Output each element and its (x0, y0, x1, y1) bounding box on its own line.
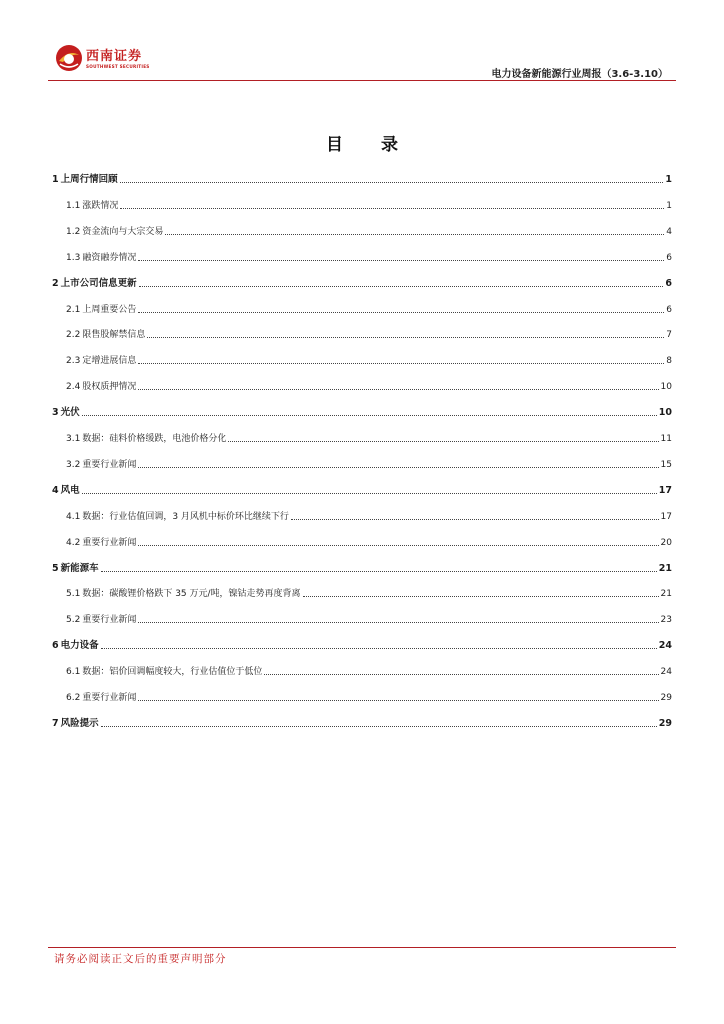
toc-entry-page: 6 (666, 304, 672, 315)
toc-section-entry[interactable] (52, 403, 672, 419)
toc-subsection-entry[interactable] (52, 196, 672, 212)
toc-dot-leader (138, 467, 658, 468)
toc-entry-number: 7 (52, 717, 59, 729)
toc-entry-page: 29 (660, 693, 672, 703)
toc-dot-leader (138, 363, 664, 364)
toc-section-entry[interactable] (52, 714, 672, 730)
toc-entry-page: 8 (666, 356, 672, 367)
toc-subsection-entry[interactable] (52, 351, 672, 367)
toc-subsection-entry[interactable] (52, 584, 672, 600)
toc-entry-number: 4 (52, 484, 59, 496)
toc-dot-leader (101, 648, 657, 649)
toc-title: 目 录 (326, 135, 414, 155)
toc-section-entry[interactable] (52, 274, 672, 290)
toc-entry-page: 7 (666, 330, 672, 341)
toc-entry-label: 重要行业新闻 (82, 693, 137, 703)
toc-entry-page: 6 (665, 277, 672, 289)
toc-entry-number: 5 (52, 562, 59, 574)
toc-subsection-entry[interactable] (52, 662, 672, 678)
toc-entry-label: 涨跌情况 (82, 200, 119, 211)
toc-subsection-entry[interactable] (52, 610, 672, 626)
toc-entry-number: 4.1 (66, 511, 81, 522)
toc-entry-label: 数据：碳酸锂价格跌下 35 万元/吨，镍钴走势再度背离 (82, 589, 301, 600)
toc-entry-page: 24 (660, 667, 672, 678)
toc-entry-page: 17 (658, 484, 672, 496)
toc-subsection-entry[interactable] (52, 325, 672, 341)
toc-dot-leader (165, 234, 664, 235)
toc-entry-number: 5.2 (66, 615, 81, 626)
toc-subsection-entry[interactable] (52, 533, 672, 549)
toc-dot-leader (138, 312, 664, 313)
toc-dot-leader (120, 182, 664, 183)
toc-entry-label: 数据：硅料价格缓跌，电池价格分化 (82, 434, 227, 444)
toc-entry-label: 光伏 (60, 407, 80, 419)
toc-dot-leader (82, 493, 657, 494)
toc-entry-page: 21 (658, 562, 672, 574)
toc-dot-leader (101, 726, 657, 727)
toc-dot-leader (291, 519, 659, 520)
toc-entry-page: 23 (660, 615, 672, 626)
toc-entry-number: 2.4 (66, 382, 81, 393)
toc-entry-label: 融资融券情况 (82, 252, 137, 263)
company-logo (55, 44, 165, 74)
toc-subsection-entry[interactable] (52, 222, 672, 238)
toc-section-entry[interactable] (52, 559, 672, 575)
report-title: 电力设备新能源行业周报（3.6-3.10） (491, 69, 668, 80)
toc-entry-number: 2.1 (66, 304, 81, 315)
toc-section-entry[interactable] (52, 636, 672, 652)
toc-entry-label: 上市公司信息更新 (60, 277, 137, 289)
footer-disclaimer: 请务必阅读正文后的重要声明部分 (54, 953, 227, 965)
toc-subsection-entry[interactable] (52, 507, 672, 523)
toc-entry-page: 1 (665, 174, 672, 185)
toc-dot-leader (138, 389, 658, 390)
toc-entry-label: 风电 (60, 484, 80, 496)
toc-entry-label: 上周重要公告 (82, 304, 137, 315)
toc-dot-leader (101, 571, 657, 572)
toc-entry-number: 1.3 (66, 252, 81, 263)
toc-entry-number: 3.1 (66, 434, 81, 444)
toc-section-entry[interactable] (52, 481, 672, 497)
toc-dot-leader (138, 622, 658, 623)
toc-entry-label: 重要行业新闻 (82, 537, 137, 548)
toc-entry-number: 3 (52, 407, 59, 419)
toc-entry-page: 4 (666, 226, 672, 237)
toc-dot-leader (82, 415, 657, 416)
toc-dot-leader (139, 286, 664, 287)
toc-subsection-entry[interactable] (52, 377, 672, 393)
toc-entry-page: 15 (660, 459, 672, 470)
toc-section-entry[interactable] (52, 170, 672, 186)
header-divider (48, 80, 676, 81)
toc-entry-label: 重要行业新闻 (82, 459, 137, 470)
toc-entry-page: 17 (660, 511, 672, 522)
toc-entry-number: 1.1 (66, 200, 81, 211)
toc-entry-number: 1 (52, 174, 59, 185)
logo-mark-icon (55, 44, 83, 72)
toc-dot-leader (228, 441, 658, 442)
toc-entry-label: 数据：行业估值回调，3 月风机中标价环比继续下行 (82, 511, 289, 522)
toc-entry-label: 风险提示 (60, 717, 99, 729)
toc-entry-label: 限售股解禁信息 (82, 330, 146, 341)
toc-entry-page: 10 (660, 382, 672, 393)
toc-entry-label: 新能源车 (60, 562, 99, 574)
toc-entry-page: 10 (658, 407, 672, 419)
toc-entry-label: 电力设备 (60, 640, 99, 652)
footer-divider (48, 947, 676, 948)
toc-subsection-entry[interactable] (52, 248, 672, 264)
toc-entry-page: 6 (666, 252, 672, 263)
toc-entry-number: 2.2 (66, 330, 81, 341)
toc-entry-number: 2.3 (66, 356, 81, 367)
toc-entry-label: 重要行业新闻 (82, 615, 137, 626)
toc-dot-leader (264, 674, 658, 675)
logo-text-cn: 西南证券 (86, 49, 143, 64)
toc-entry-page: 1 (666, 200, 672, 211)
toc-dot-leader (138, 545, 658, 546)
toc-entry-label: 数据：铝价回调幅度较大，行业估值位于低位 (82, 667, 263, 678)
toc-entry-label: 股权质押情况 (82, 382, 137, 393)
toc-entry-page: 21 (660, 589, 672, 600)
toc-subsection-entry[interactable] (52, 688, 672, 704)
toc-entry-number: 6.2 (66, 693, 81, 703)
toc-entry-number: 5.1 (66, 589, 81, 600)
toc-entry-number: 6.1 (66, 667, 81, 678)
toc-entry-number: 1.2 (66, 226, 81, 237)
toc-dot-leader (138, 700, 658, 701)
toc-entry-label: 上周行情回顾 (60, 174, 118, 185)
logo-text-en: SOUTHWEST SECURITIES (86, 64, 150, 69)
toc-dot-leader (303, 596, 659, 597)
toc-entry-label: 定增进展信息 (82, 356, 137, 367)
toc-entry-number: 2 (52, 277, 59, 289)
toc-subsection-entry[interactable] (52, 429, 672, 445)
toc-entry-page: 29 (658, 717, 672, 729)
toc-entry-page: 20 (660, 537, 672, 548)
page-header (0, 0, 724, 82)
toc-subsection-entry[interactable] (52, 300, 672, 316)
toc-dot-leader (138, 260, 664, 261)
toc-entry-number: 3.2 (66, 459, 81, 470)
toc-entry-page: 11 (660, 434, 672, 444)
toc-entry-page: 24 (658, 640, 672, 652)
toc-entry-number: 4.2 (66, 537, 81, 548)
toc-dot-leader (147, 337, 664, 338)
toc-entry-label: 资金流向与大宗交易 (82, 226, 164, 237)
toc-dot-leader (120, 208, 664, 209)
toc-subsection-entry[interactable] (52, 455, 672, 471)
toc-entry-number: 6 (52, 640, 59, 652)
